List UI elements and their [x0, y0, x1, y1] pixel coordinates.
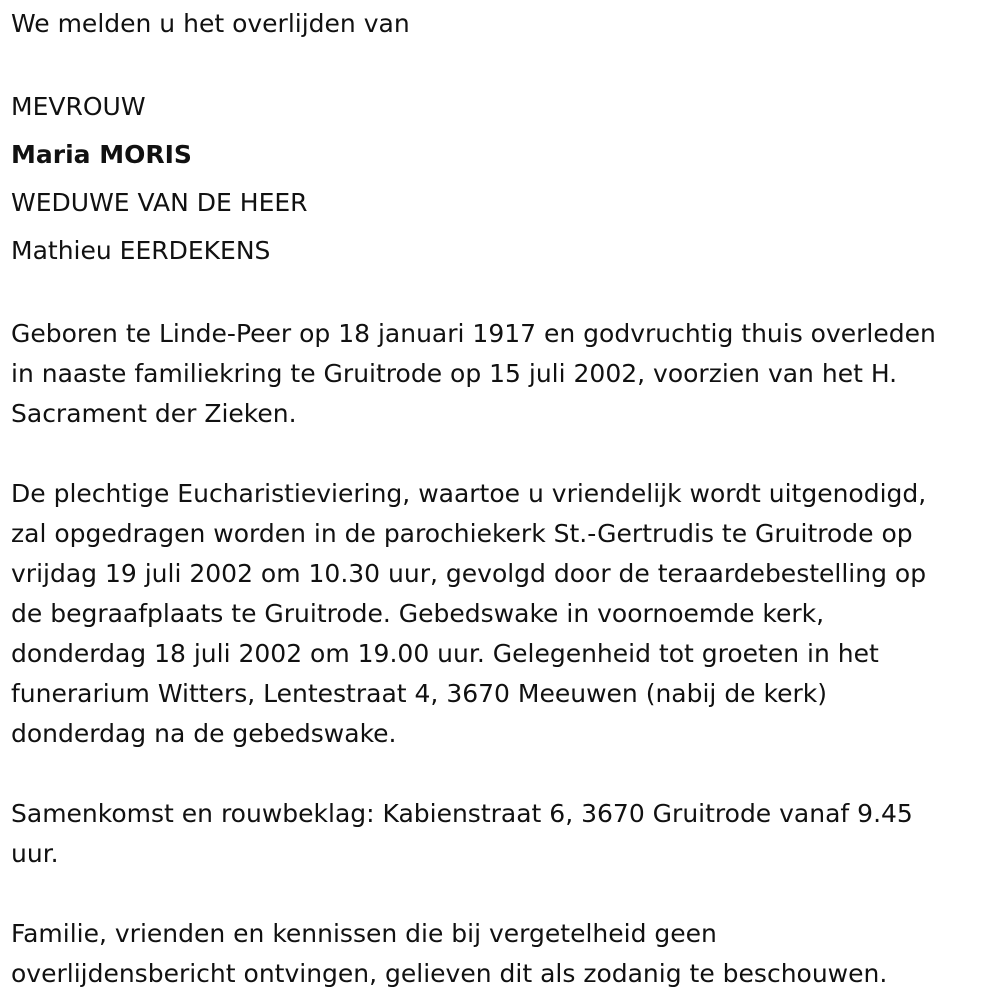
deceased-prefix: MEVROUW: [11, 92, 146, 121]
paragraph-notice: [11, 914, 991, 994]
text-line: donderdag na de gebedswake.: [11, 719, 397, 748]
spacer: [11, 434, 991, 474]
paragraph-gathering: [11, 794, 991, 874]
spacer: [11, 44, 991, 83]
text-line: Familie, vrienden en kennissen die bij vergetelheid geen: [11, 919, 717, 948]
paragraph-ceremony: [11, 474, 991, 754]
text-line: De plechtige Eucharistieviering, waartoe u vriendelijk wordt uitgenodigd,: [11, 479, 927, 508]
text-line: uur.: [11, 839, 59, 868]
intro-text: We melden u het overlijden van: [11, 9, 410, 38]
spacer: [11, 874, 991, 914]
text-line: in naaste familiekring te Gruitrode op 15 juli 2002, voorzien van het H.: [11, 359, 898, 388]
text-line: de begraafplaats te Gruitrode. Gebedswake in voornoemde kerk,: [11, 599, 825, 628]
text-line: overlijdensbericht ontvingen, gelieven dit als zodanig te beschouwen.: [11, 959, 888, 988]
text-line: Geboren te Linde-Peer op 18 januari 1917 en godvruchtig thuis overleden: [11, 319, 936, 348]
text-line: zal opgedragen worden in de parochiekerk St.-Gertrudis te Gruitrode op: [11, 519, 913, 548]
spouse-name: Mathieu EERDEKENS: [11, 236, 271, 265]
deceased-name: Maria MORIS: [11, 140, 192, 169]
deceased-block: [11, 83, 991, 275]
text-line: funerarium Witters, Lentestraat 4, 3670 Meeuwen (nabij de kerk): [11, 679, 827, 708]
text-line: donderdag 18 juli 2002 om 19.00 uur. Gelegenheid tot groeten in het: [11, 639, 879, 668]
text-line: Samenkomst en rouwbeklag: Kabienstraat 6, 3670 Gruitrode vanaf 9.45: [11, 799, 913, 828]
spacer: [11, 754, 991, 794]
paragraph-birth-death: [11, 314, 991, 434]
text-line: Sacrament der Zieken.: [11, 399, 297, 428]
deceased-relation: WEDUWE VAN DE HEER: [11, 188, 308, 217]
spacer: [11, 275, 991, 314]
obituary-document: [11, 4, 991, 994]
text-line: vrijdag 19 juli 2002 om 10.30 uur, gevolgd door de teraardebestelling op: [11, 559, 927, 588]
